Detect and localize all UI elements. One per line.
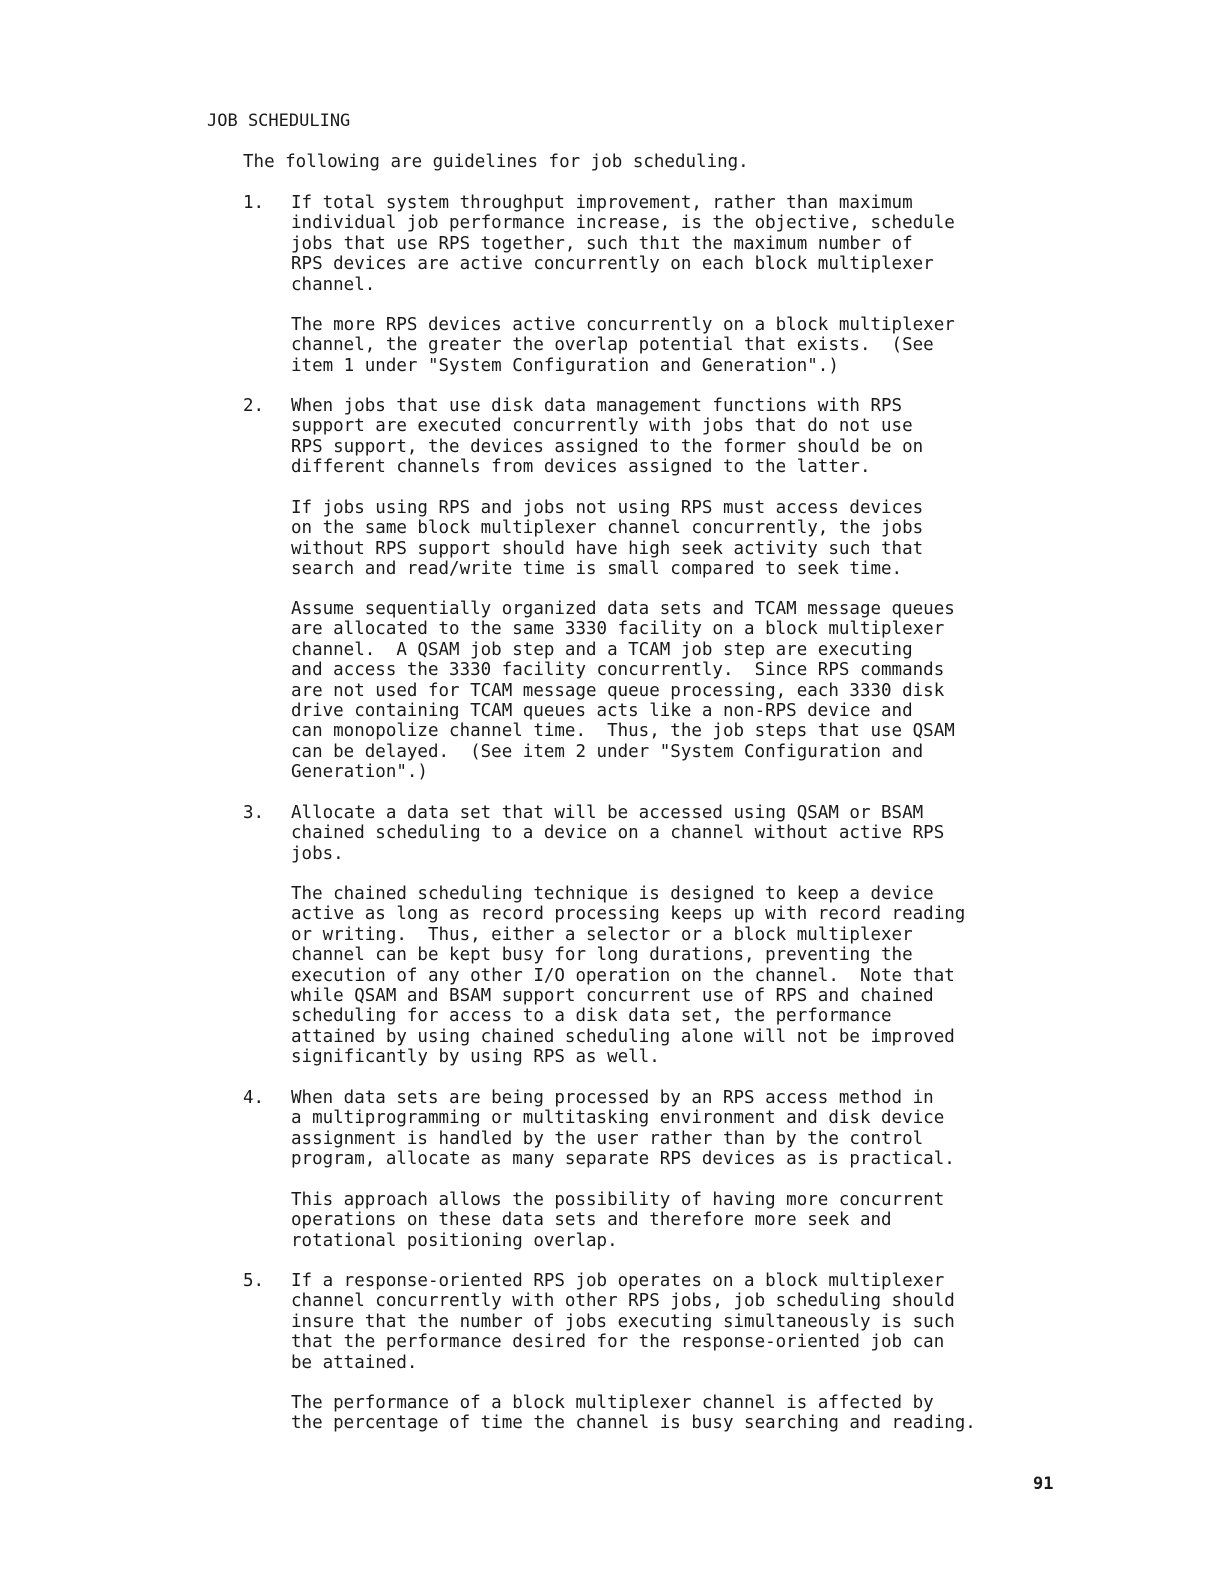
- item-paragraph: If total system throughput improvement, rather than maximum individual job performance increase, is the objective, schedule jobs that use RPS together, such thıt the maximum number of RPS devices are active concurrently on each block multiplexer channel.: [291, 193, 955, 295]
- item-paragraph: Allocate a data set that will be accessed using QSAM or BSAM chained scheduling to a device on a channel without active RPS jobs.: [291, 803, 945, 864]
- item-paragraph: This approach allows the possibility of having more concurrent operations on these data sets and therefore more seek and rotational positioning overlap.: [291, 1190, 945, 1251]
- item-paragraph: The chained scheduling technique is designed to keep a device active as long as record processing keeps up with record reading or writing. Thus, either a selector or a block multiplexer channel can be kept busy for long durations, preventing the execution of any other I/O operation on the channel. Note that while QSAM and BSAM support concurrent use of RPS and chained scheduling for access to a disk data set, the performance attained by using chained scheduling alone will not be improved significantly by using RPS as well.: [291, 884, 966, 1068]
- item-number: 5.: [243, 1271, 265, 1291]
- intro-text: The following are guidelines for job scheduling.: [243, 152, 749, 172]
- item-paragraph: The more RPS devices active concurrently on a block multiplexer channel, the greater the overlap potential that exists. (See item 1 under "System Configuration and Generation".): [291, 315, 955, 376]
- item-paragraph: When data sets are being processed by an RPS access method in a multiprogramming or multitasking environment and disk device assignment is handled by the user rather than by the control program, allocate as many separate RPS devices as is practical.: [291, 1088, 955, 1170]
- section-heading: JOB SCHEDULING: [207, 111, 351, 131]
- item-number: 2.: [243, 396, 265, 416]
- item-number: 4.: [243, 1088, 265, 1108]
- item-paragraph: Assume sequentially organized data sets and TCAM message queues are allocated to the same 3330 facility on a block multiplexer channel. A QSAM job step and a TCAM job step are executing and access the 3330 facility concurrently. Since RPS commands are not used for TCAM message queue processing, each 3330 disk drive containing TCAM queues acts like a non-RPS device and can monopolize channel time. Thus, the job steps that use QSAM can be delayed. (See item 2 under "System Configuration and Generation".): [291, 599, 955, 783]
- item-number: 3.: [243, 803, 265, 823]
- item-paragraph: If jobs using RPS and jobs not using RPS must access devices on the same block multiplexer channel concurrently, the jobs without RPS support should have high seek activity such that search and read/write time is small compared to seek time.: [291, 498, 924, 580]
- page-number: 91: [1033, 1474, 1054, 1494]
- item-paragraph: When jobs that use disk data management functions with RPS support are executed concurrently with jobs that do not use RPS support, the devices assigned to the former should be on different channels from devices assigned to the latter.: [291, 396, 924, 478]
- item-paragraph: If a response-oriented RPS job operates on a block multiplexer channel concurrently with other RPS jobs, job scheduling should insure that the number of jobs executing simultaneously is such that the performance desired for the response-oriented job can be attained.: [291, 1271, 955, 1373]
- item-number: 1.: [243, 193, 265, 213]
- item-paragraph: The performance of a block multiplexer channel is affected by the percentage of time the channel is busy searching and reading.: [291, 1393, 976, 1434]
